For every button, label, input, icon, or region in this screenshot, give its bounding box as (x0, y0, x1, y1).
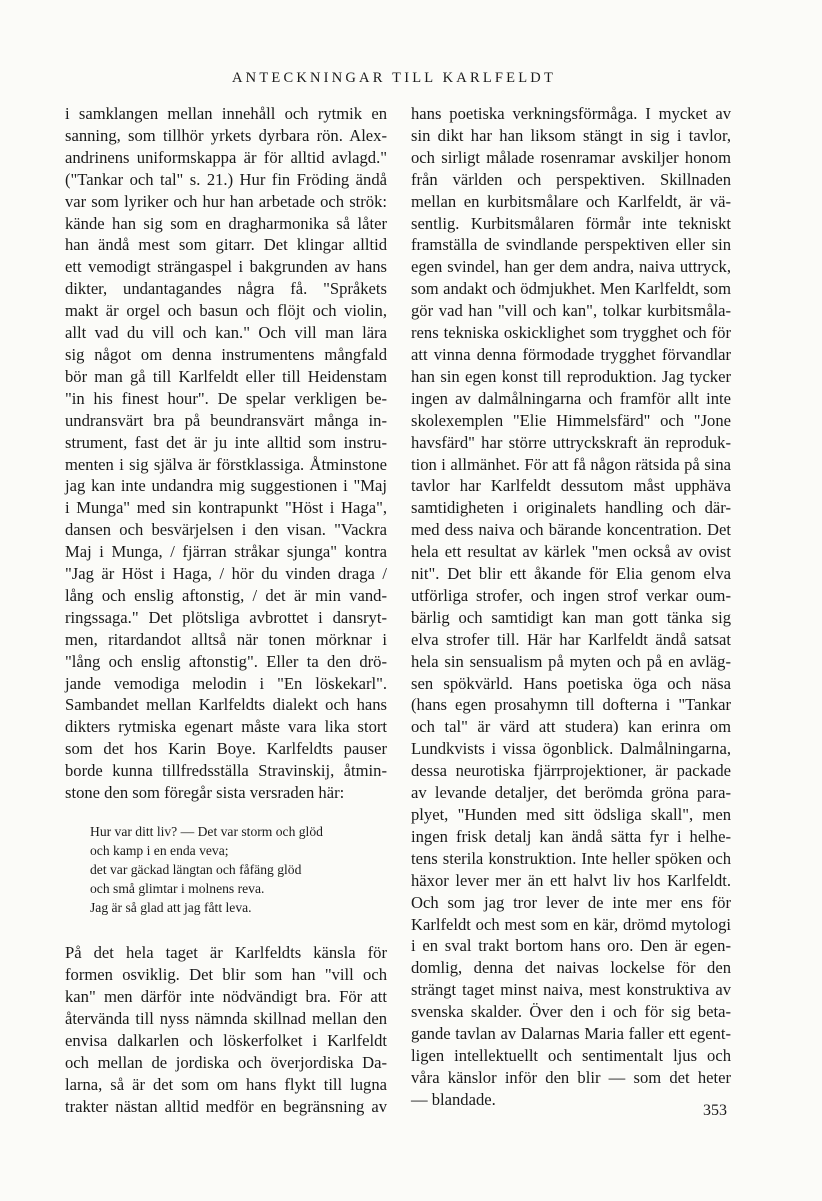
text-line: Och som jag tror lever de inte mer ens för (411, 892, 731, 912)
text-line: i en sval trakt bortom hans oro. Den är egen- (411, 936, 731, 956)
right-column (411, 103, 731, 1111)
text-line: sentlig. Kurbitsmålaren förmår inte tekniskt (411, 213, 731, 233)
paragraph-2 (65, 942, 387, 1117)
text-line: stone den som föregår sista versraden här: (65, 783, 345, 803)
text-line: att vinna denna förmodade trygghet förvandlar (411, 344, 731, 364)
text-line: men, ritardandot alltså när tonen mörknar i (65, 629, 387, 649)
text-line: rens tekniska oskicklighet som trygghet och för (411, 323, 731, 343)
text-line: han ändå mest som gitarr. Det klingar alltid (65, 235, 387, 255)
text-line: i samklangen mellan innehåll och rytmik en (65, 104, 387, 123)
text-line: strument, fast det är ju inte alltid som instru- (65, 432, 387, 452)
text-line: menten i sig själva är förstklassiga. Åtminstone (65, 454, 387, 474)
text-line: ringssaga." Det plötsliga avbrottet i dansryt- (65, 607, 387, 627)
text-line: var som lyriker och hur han arbetade och strök: (65, 191, 387, 211)
text-line: nit". Det blir ett åkande för Elia genom elva (411, 564, 731, 584)
text-line: envisa dalkarlen och löskerfolket i Karlfeldt (65, 1031, 387, 1051)
text-line: gör vad han "vill och kan", tolkar kurbitsmåla- (411, 301, 731, 321)
text-line: Lundkvists i vissa ögonblick. Dalmålningarna, (411, 739, 731, 759)
poem-line: det var gäckad längtan och fåfäng glöd (90, 862, 302, 878)
text-line: våra känslor inför den blir — som det heter (411, 1067, 731, 1087)
text-line: som det hos Karin Boye. Karlfeldts pauser (65, 739, 387, 759)
text-line: dessa neurotiska fjärrprojektioner, är packade (411, 761, 731, 781)
text-line: lång och enslig aftonstig, / det är min vand- (65, 585, 387, 605)
text-line: samtidigheten i originalets handling och där- (411, 498, 731, 518)
text-line: ("Tankar och tal" s. 21.) Hur fin Fröding ändå (65, 169, 387, 189)
text-line: tavlor har Karlfeldt dessutom måst upphäva (411, 476, 731, 496)
text-line: sanning, som tillhör yrkets dyrbara rön. Alex- (65, 125, 387, 145)
text-line: ett vemodigt strängaspel i bakgrunden av hans (65, 257, 387, 277)
text-line: kan" men därför inte nödvändigt bra. För att (65, 987, 387, 1007)
text-line: Karlfeldt och mest som en kär, drömd mytologi (411, 914, 731, 934)
text-line: häxor lever mer än ett halvt liv hos Karlfeldt. (411, 870, 731, 890)
text-line: dansen och besvärjelsen i den visan. "Vackra (65, 520, 387, 540)
left-column (65, 103, 387, 1118)
text-line: sin dikt har han liksom stängt in sig i tavlor, (411, 125, 731, 145)
text-line: ingen av dalmålningarna och framför allt inte (411, 388, 731, 408)
poem-quote (90, 822, 387, 917)
page-number: 353 (703, 1102, 727, 1119)
text-line: gande tavlan av Dalarnas Maria faller ett egent- (411, 1024, 731, 1044)
text-line: (hans egen prosahymn till dofterna i "Tankar (411, 695, 731, 715)
text-line: hela ett resultat av kärlek "men också av ovist (411, 542, 731, 562)
text-line: borde kunna tillfredsställa Stravinskij, åtmin- (65, 761, 387, 781)
text-line: "lång och enslig aftonstig". Eller ta den drö- (65, 651, 387, 671)
text-line: från världen och perspektiven. Skillnaden (411, 169, 731, 189)
text-line: skolexemplen "Elie Himmelsfärd" och "Jone (411, 410, 731, 430)
poem-line: Jag är så glad att jag fått leva. (90, 900, 252, 916)
text-line: med dess naiva och bärande koncentration. Det (411, 520, 731, 540)
text-line: egen svindel, han ger dem andra, naiva uttryck, (411, 257, 731, 277)
text-line: utförliga strofer, och ingen strof verkar oum- (411, 585, 731, 605)
text-line: tion i allmänhet. För att få någon rätsida på sina (411, 454, 731, 474)
text-line: jag kan inte undandra mig suggestionen i "Maj (65, 476, 387, 496)
text-line: i Munga" med sin kontrapunkt "Höst i Haga", (65, 498, 387, 518)
text-line: havsfärd" har större uttryckskraft än reproduk- (411, 432, 731, 452)
paragraph-3 (411, 103, 731, 1111)
running-head: ANTECKNINGAR TILL KARLFELDT (232, 70, 557, 86)
text-line: och sirligt målade rosenramar avskiljer honom (411, 147, 731, 167)
text-line: andrinens uniformskappa är för alltid avlagd." (65, 147, 387, 167)
text-line: hela sin sensualism på myten och på en avläg- (411, 651, 731, 671)
text-line: jande vemodiga melodin i "En löskekarl". (65, 673, 387, 693)
text-line: hans poetiska verkningsförmåga. I mycket av (411, 104, 731, 123)
text-line: framställa de svindlande perspektiven eller sin (411, 235, 731, 255)
text-line: som andakt och ödmjukhet. Men Karlfeldt, som (411, 279, 731, 299)
poem-line: och små glimtar i molnens reva. (90, 881, 265, 897)
poem-line: och kamp i en enda veva; (90, 843, 229, 859)
text-line: strängt taget minst naiva, mest konstruktiva av (411, 980, 731, 1000)
text-line: makt är orgel och basun och flöjt och violin, (65, 301, 387, 321)
text-line: och mellan de jordiska och överjordiska Da- (65, 1053, 387, 1072)
text-line: och tal" är värd att studera) kan erinra om (411, 717, 731, 737)
text-line: "in his finest hour". De spelar verkligen be- (65, 388, 387, 408)
text-line: sen spökvärld. Hans poetiska öga och näsa (411, 673, 731, 693)
text-line: formen osviklig. Det blir som han "vill och (65, 965, 387, 985)
text-line: återvända till nyss nämnda skillnad mellan den (65, 1009, 387, 1029)
text-line: dikters rytmiska egenart måste vara lika stort (65, 717, 387, 737)
text-line: dikter, undantagandes några få. "Språkets (65, 279, 387, 299)
text-line: ligen intellektuellt och sentimentalt ljus och (411, 1045, 731, 1065)
text-line: tens sterila konstruktion. Inte heller spöken och (411, 848, 731, 868)
text-line: "Jag är Höst i Haga, / hör du vinden draga / (65, 564, 387, 584)
poem-line: Hur var ditt liv? — Det var storm och glöd (90, 824, 323, 839)
text-line: undransvärt bra på beundransvärt många in- (65, 410, 387, 430)
text-line: trakter nästan alltid medför en begränsning av (65, 1096, 387, 1116)
text-line: sig något om denna instrumentens mångfald (65, 344, 387, 364)
text-line: — blandade. (411, 1089, 496, 1109)
text-line: Maj i Munga, / fjärran stråkar sjunga" kontra (65, 542, 387, 562)
text-line: av levande detaljer, det berömda gröna para- (411, 783, 731, 803)
text-line: Sambandet mellan Karlfeldts dialekt och hans (65, 695, 387, 715)
text-line: elva strofer till. Här har Karlfeldt ändå satsat (411, 629, 731, 649)
text-line: han sin egen konst till reproduktion. Jag tycker (411, 366, 731, 386)
text-line: svenska skalder. Över den i och för sig beta- (411, 1002, 731, 1022)
paragraph-1 (65, 103, 387, 804)
text-line: plyet, "Hunden med sitt ödsliga skall", men (411, 805, 731, 824)
text-line: bärlig och samtidigt kan man gott tänka sig (411, 607, 731, 627)
text-line: domlig, denna det naivas lockelse för den (411, 958, 731, 978)
text-line: mellan en kurbitsmålare och Karlfeldt, är vä- (411, 191, 731, 211)
text-line: ingen frisk detalj kan ändå sätta fyr i helhe- (411, 826, 731, 846)
text-line: kände han sig som en dragharmonika så låter (65, 213, 387, 233)
text-line: bör man gå till Karlfeldt eller till Heidenstam (65, 366, 387, 386)
text-line: allt vad du vill och kan." Och vill man lära (65, 323, 387, 343)
text-line: larna, så är det som om hans flykt till lugna (65, 1074, 387, 1094)
text-line: På det hela taget är Karlfeldts känsla för (65, 943, 387, 963)
